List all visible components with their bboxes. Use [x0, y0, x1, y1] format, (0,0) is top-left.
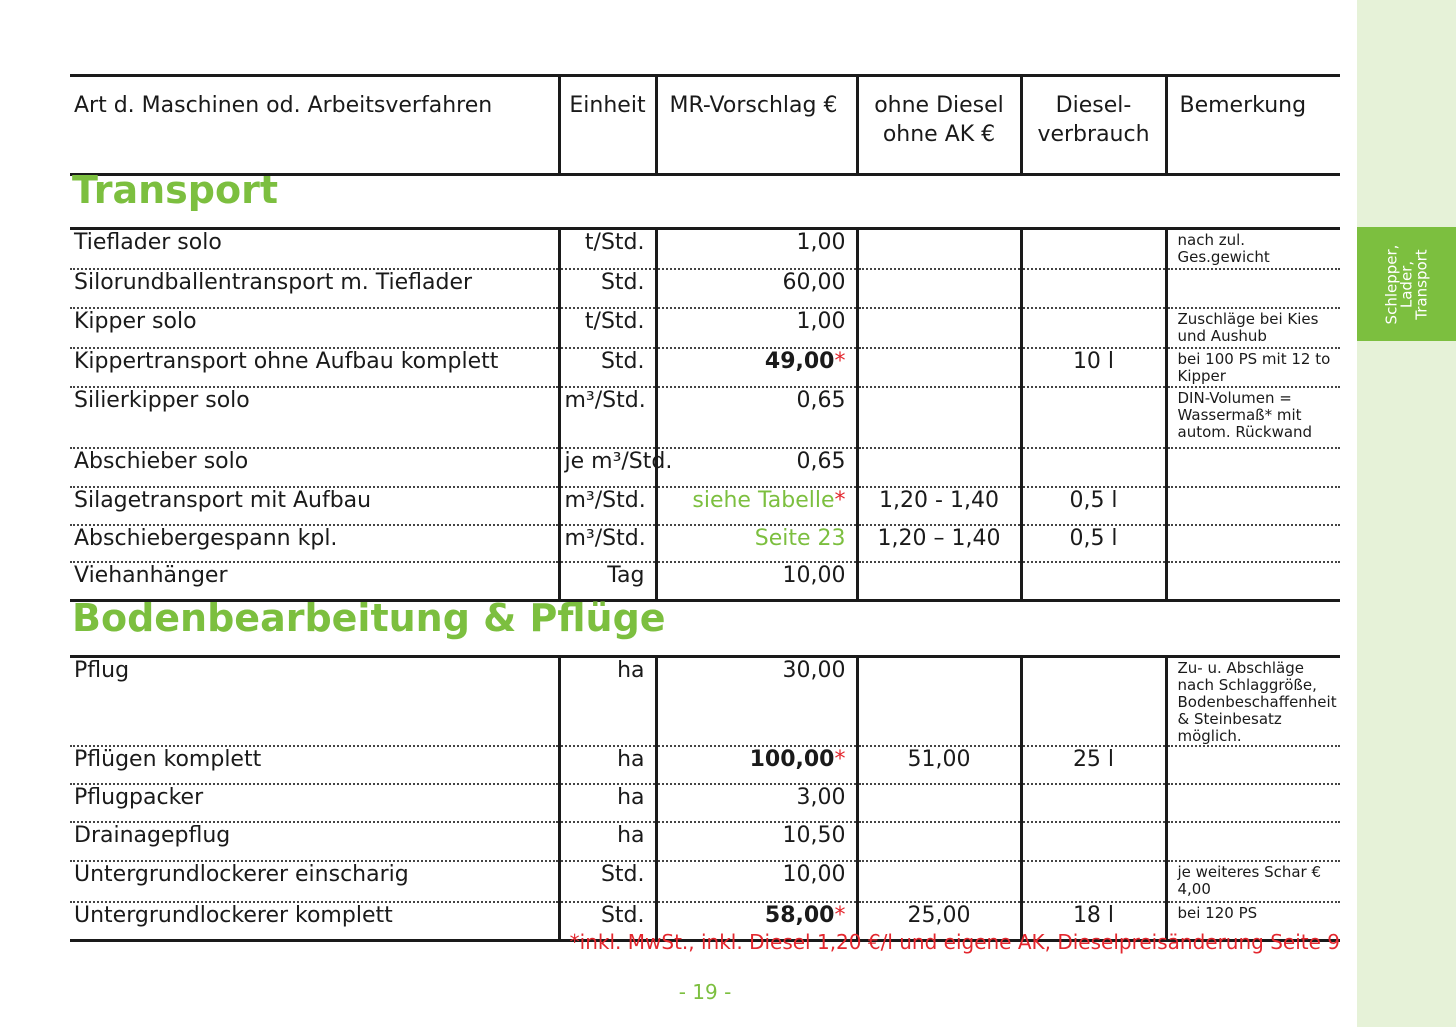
- table-row: [70, 387, 1340, 448]
- unit-cell: [559, 387, 656, 448]
- machine-name-cell: [70, 657, 559, 747]
- remark-cell: [1166, 861, 1340, 902]
- mr-price: 10,50: [782, 823, 846, 848]
- unit: t/Std.: [584, 230, 645, 255]
- table-row: [70, 562, 1340, 601]
- remark-cell: [1166, 784, 1340, 822]
- remark-cell: [1166, 657, 1340, 747]
- price-without-diesel-cell: [857, 308, 1021, 348]
- diesel-consumption: 25 l: [1072, 747, 1115, 772]
- price-without-diesel: 51,00: [907, 747, 971, 772]
- unit-cell: [559, 657, 656, 747]
- mr-price-cell: [656, 229, 857, 270]
- mr-price-cell: [656, 269, 857, 308]
- machine-name: Pflugpacker: [74, 785, 204, 810]
- machine-name: Abschiebergespann kpl.: [74, 526, 338, 551]
- diesel-consumption-cell: [1021, 822, 1166, 861]
- unit-cell: [559, 229, 656, 270]
- remark-cell: [1166, 487, 1340, 525]
- diesel-consumption-cell: [1021, 657, 1166, 747]
- header-mr-proposal: MR-Vorschlag €: [656, 76, 857, 175]
- footnote: *inkl. MwSt., inkl. Diesel 1,20 €/l und eigene AK, Dieselpreisänderung Seite 9: [569, 930, 1340, 954]
- table-row: [70, 822, 1340, 861]
- diesel-consumption: 18 l: [1072, 903, 1115, 928]
- mr-price-cell: [656, 822, 857, 861]
- header-without-diesel: ohne Diesel ohne AK €: [857, 76, 1021, 175]
- machine-name-cell: [70, 861, 559, 902]
- unit-cell: [559, 448, 673, 487]
- diesel-consumption-cell: [1021, 487, 1166, 525]
- mr-price: Seite 23: [754, 526, 846, 551]
- remark: Zu- u. Abschläge nach Schlaggröße, Bodenbeschaffenheit & Steinbesatz möglich.: [1177, 659, 1337, 745]
- mr-price-cell: [656, 525, 857, 562]
- diesel-consumption-cell: [1021, 448, 1166, 487]
- unit: m³/Std.: [564, 526, 646, 551]
- remark-cell: [1166, 387, 1340, 448]
- diesel-consumption-cell: [1021, 229, 1166, 270]
- side-strip: [1357, 0, 1456, 1027]
- mr-price: 1,00: [796, 309, 846, 334]
- mr-price: 60,00: [782, 270, 846, 295]
- price-without-diesel-cell: [857, 448, 1021, 487]
- machine-name-cell: [70, 746, 559, 784]
- machine-name: Silorundballentransport m. Tieflader: [74, 270, 473, 295]
- mr-price: 0,65: [796, 388, 846, 413]
- unit-cell: [559, 308, 656, 348]
- unit: ha: [617, 785, 645, 810]
- unit: m³/Std.: [564, 488, 646, 513]
- diesel-consumption-cell: [1021, 308, 1166, 348]
- price-footnote-star: *: [834, 747, 846, 772]
- unit: ha: [617, 747, 645, 772]
- price-without-diesel: 1,20 - 1,40: [879, 488, 999, 513]
- unit: je m³/Std.: [564, 449, 673, 474]
- unit-cell: [559, 861, 656, 902]
- machine-name-cell: [70, 822, 559, 861]
- machine-name: Untergrundlockerer einscharig: [74, 862, 409, 887]
- table-row: [70, 746, 1340, 784]
- unit: ha: [617, 658, 645, 683]
- table-row: [70, 525, 1340, 562]
- mr-price-cell: [656, 348, 857, 387]
- machine-name-cell: [70, 448, 559, 487]
- table-row: [70, 308, 1340, 348]
- remark: bei 120 PS: [1177, 904, 1258, 922]
- table-row: [70, 269, 1340, 308]
- unit-cell: [559, 348, 656, 387]
- price-without-diesel-cell: [857, 525, 1021, 562]
- machine-name-cell: [70, 348, 559, 387]
- mr-price: siehe Tabelle: [692, 488, 835, 513]
- tillage-table: [70, 655, 1340, 942]
- price-without-diesel: 25,00: [907, 903, 971, 928]
- header-machine: Art d. Maschinen od. Arbeitsverfahren: [74, 93, 493, 118]
- diesel-consumption-cell: [1021, 784, 1166, 822]
- mr-price-cell: [656, 746, 857, 784]
- mr-price: 30,00: [782, 658, 846, 683]
- machine-name: Kipper solo: [74, 309, 197, 334]
- unit: Std.: [600, 270, 645, 295]
- mr-price: 100,00: [749, 747, 835, 772]
- price-without-diesel-cell: [857, 387, 1021, 448]
- remark-cell: [1166, 308, 1340, 348]
- diesel-consumption-cell: [1021, 861, 1166, 902]
- remark: je weiteres Schar € 4,00: [1177, 863, 1322, 898]
- price-without-diesel-cell: [857, 562, 1021, 601]
- price-without-diesel-cell: [857, 269, 1021, 308]
- mr-price: 10,00: [782, 862, 846, 887]
- header-remark: Bemerkung: [1166, 76, 1340, 175]
- machine-name-cell: [70, 269, 559, 308]
- mr-price-cell: [656, 448, 857, 487]
- machine-name: Kippertransport ohne Aufbau komplett: [74, 349, 499, 374]
- machine-name-cell: [70, 308, 559, 348]
- table-row: [70, 487, 1340, 525]
- machine-name: Abschieber solo: [74, 449, 249, 474]
- machine-name-cell: [70, 784, 559, 822]
- chapter-tab-label: Schlepper, Lader, Transport: [1381, 244, 1430, 324]
- unit-cell: [559, 822, 656, 861]
- machine-name: Silierkipper solo: [74, 388, 250, 413]
- price-without-diesel-cell: [857, 822, 1021, 861]
- diesel-consumption-cell: [1021, 525, 1166, 562]
- table-row: [70, 784, 1340, 822]
- remark: bei 100 PS mit 12 to Kipper: [1177, 350, 1331, 385]
- machine-name: Tieflader solo: [74, 230, 222, 255]
- unit: Std.: [600, 903, 645, 928]
- remark-cell: [1166, 269, 1340, 308]
- mr-price-cell: [656, 562, 857, 601]
- diesel-consumption-cell: [1021, 562, 1166, 601]
- diesel-consumption-cell: [1021, 746, 1166, 784]
- table-row: [70, 348, 1340, 387]
- machine-name: Viehanhänger: [74, 563, 228, 588]
- price-without-diesel-cell: [857, 229, 1021, 270]
- table-row: [70, 229, 1340, 270]
- remark: Zuschläge bei Kies und Aushub: [1177, 310, 1319, 345]
- header-unit: Einheit: [559, 76, 656, 175]
- remark-cell: [1166, 746, 1340, 784]
- machine-name-cell: [70, 229, 559, 270]
- mr-price-cell: [656, 308, 857, 348]
- unit-cell: [559, 784, 656, 822]
- unit: ha: [617, 823, 645, 848]
- table-row: [70, 448, 1340, 487]
- chapter-tab[interactable]: [1357, 227, 1456, 341]
- mr-price: 3,00: [796, 785, 846, 810]
- unit: t/Std.: [584, 309, 645, 334]
- price-without-diesel-cell: [857, 657, 1021, 747]
- diesel-consumption: 0,5 l: [1069, 526, 1118, 551]
- mr-price: 10,00: [782, 563, 846, 588]
- mr-price-cell: [656, 487, 857, 525]
- price-without-diesel-cell: [857, 784, 1021, 822]
- mr-price-cell: [656, 657, 857, 747]
- machine-name: Untergrundlockerer komplett: [74, 903, 393, 928]
- machine-name: Pflügen komplett: [74, 747, 262, 772]
- unit: Tag: [607, 563, 645, 588]
- machine-name-cell: [70, 562, 559, 601]
- machine-name: Pflug: [74, 658, 130, 683]
- diesel-consumption: 0,5 l: [1069, 488, 1118, 513]
- page-number: - 19 -: [678, 980, 732, 1004]
- unit-cell: [559, 269, 656, 308]
- remark-cell: [1166, 822, 1340, 861]
- machine-name-cell: [70, 902, 559, 941]
- column-header: [70, 74, 1340, 176]
- price-without-diesel-cell: [857, 487, 1021, 525]
- price-without-diesel-cell: [857, 746, 1021, 784]
- remark-cell: [1166, 562, 1340, 601]
- diesel-consumption-cell: [1021, 269, 1166, 308]
- mr-price-cell: [656, 784, 857, 822]
- remark-cell: [1166, 348, 1340, 387]
- unit: Std.: [600, 862, 645, 887]
- unit-cell: [559, 487, 656, 525]
- price-footnote-star: *: [834, 349, 846, 374]
- price-without-diesel-cell: [857, 348, 1021, 387]
- mr-price-cell: [656, 387, 857, 448]
- unit: Std.: [600, 349, 645, 374]
- machine-name-cell: [70, 487, 559, 525]
- remark-cell: [1166, 448, 1340, 487]
- price-without-diesel-cell: [857, 861, 1021, 902]
- price-footnote-star: *: [834, 903, 846, 928]
- mr-price: 0,65: [796, 449, 846, 474]
- machine-name: Drainagepflug: [74, 823, 231, 848]
- table-row: [70, 657, 1340, 747]
- table-row: [70, 861, 1340, 902]
- header-diesel-consumption: Diesel- verbrauch: [1021, 76, 1166, 175]
- unit-cell: [559, 746, 656, 784]
- remark-cell: [1166, 229, 1340, 270]
- price-footnote-star: *: [834, 488, 846, 513]
- section-title-transport: Transport: [72, 168, 279, 212]
- diesel-consumption: 10 l: [1072, 349, 1115, 374]
- diesel-consumption-cell: [1021, 387, 1166, 448]
- mr-price: 49,00: [764, 349, 835, 374]
- mr-price: 1,00: [796, 230, 846, 255]
- diesel-consumption-cell: [1021, 348, 1166, 387]
- unit-cell: [559, 562, 656, 601]
- transport-table: [70, 227, 1340, 602]
- mr-price-cell: [656, 861, 857, 902]
- remark: DIN-Volumen = Wassermaß* mit autom. Rückwand: [1177, 389, 1313, 441]
- remark-cell: [1166, 525, 1340, 562]
- remark: nach zul. Ges.gewicht: [1177, 231, 1270, 266]
- unit: m³/Std.: [564, 388, 646, 413]
- section-title-tillage: Bodenbearbeitung & Pflüge: [72, 596, 666, 640]
- machine-name: Silagetransport mit Aufbau: [74, 488, 372, 513]
- unit-cell: [559, 525, 656, 562]
- price-without-diesel: 1,20 – 1,40: [877, 526, 1001, 551]
- machine-name-cell: [70, 387, 559, 448]
- machine-name-cell: [70, 525, 559, 562]
- mr-price: 58,00: [764, 903, 835, 928]
